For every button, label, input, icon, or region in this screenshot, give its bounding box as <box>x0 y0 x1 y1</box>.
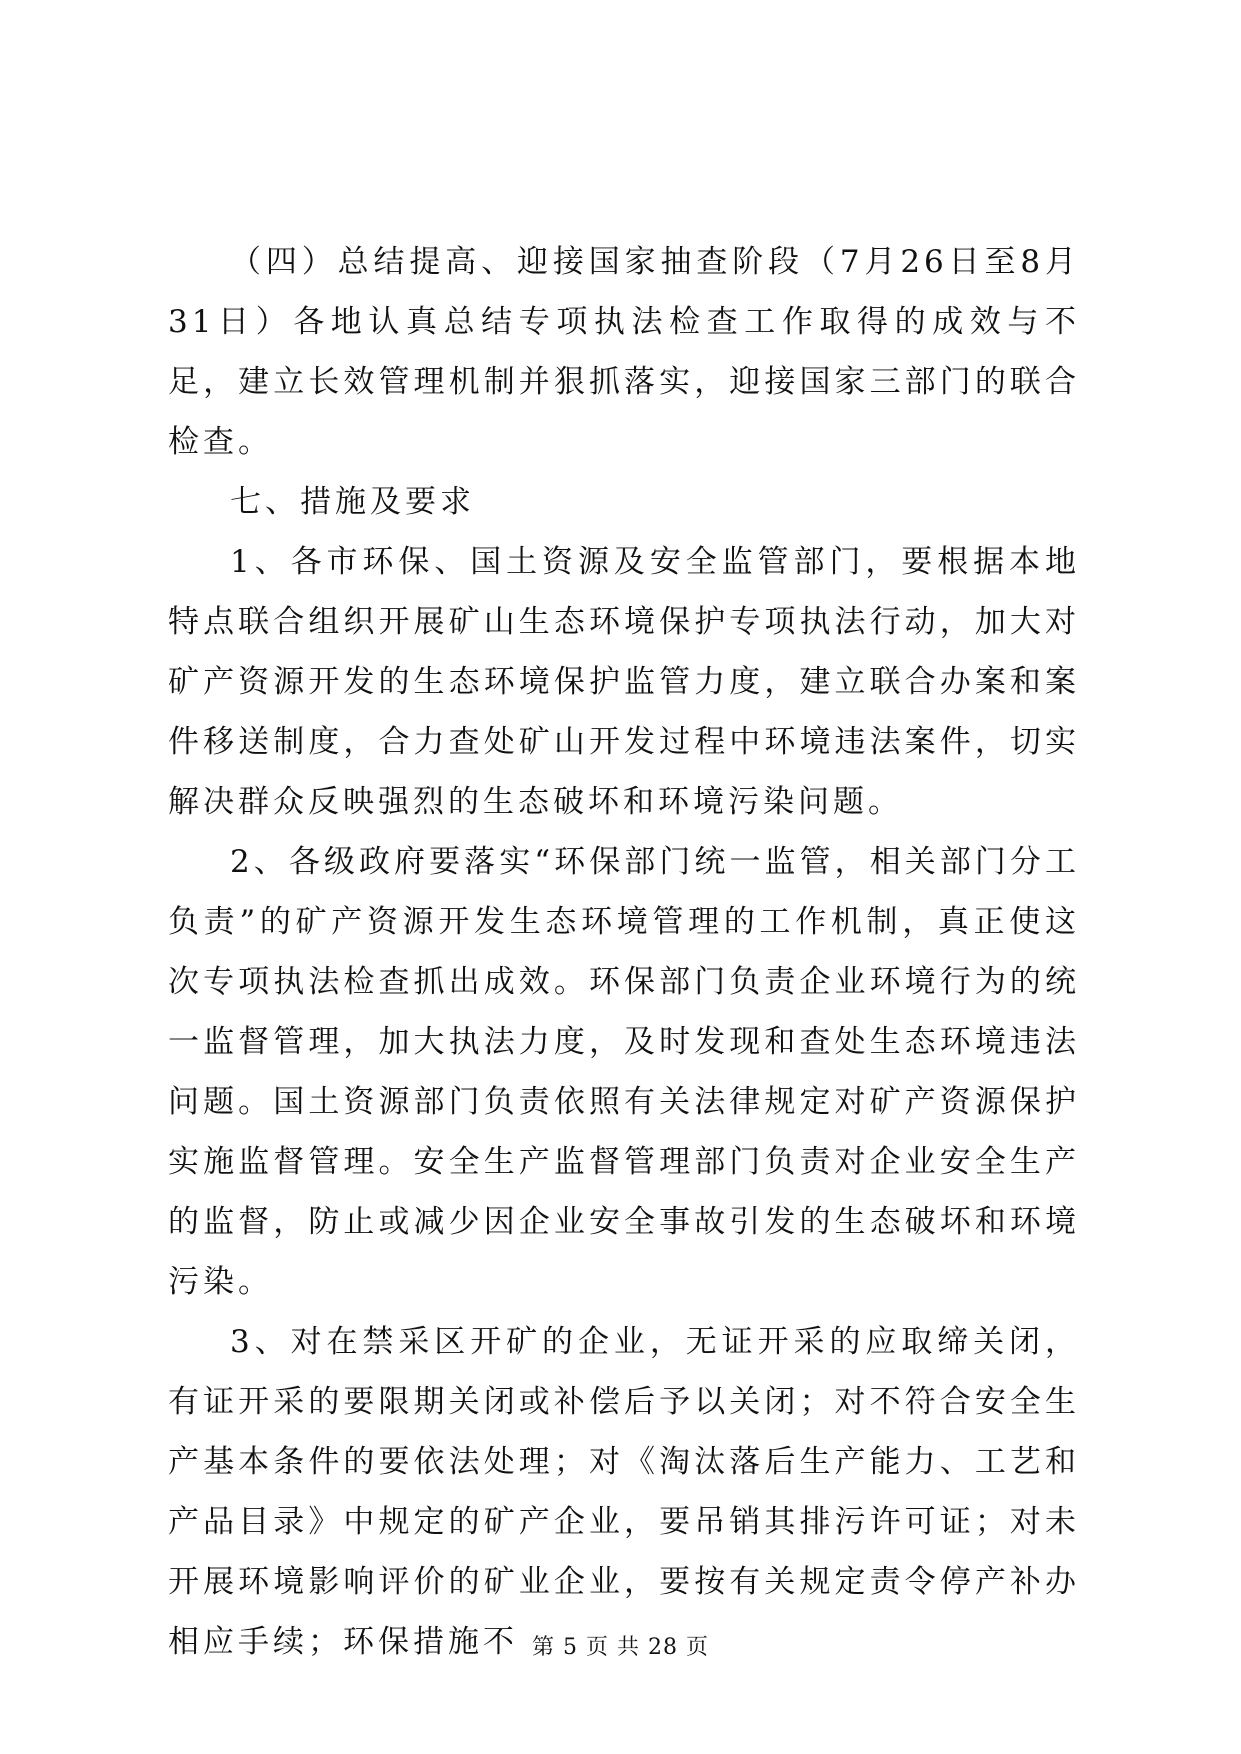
paragraph-item-2: 2、各级政府要落实“环保部门统一监管，相关部门分工负责”的矿产资源开发生态环境管理的工作机制，真正使这次专项执法检查抓出成效。环保部门负责企业环境行为的统一监督管理，加大执法力度，及时发现和查处生态环境违法问题。国土资源部门负责依照有关法律规定对矿产资源保护实施监督管理。安全生产监督管理部门负责对企业安全生产的监督，防止或减少因企业安全事故引发的生态破坏和环境污染。 <box>168 844 1080 1300</box>
paragraph-item-1: 1、各市环保、国土资源及安全监管部门，要根据本地特点联合组织开展矿山生态环境保护专项执法行动，加大对矿产资源开发的生态环境保护监管力度，建立联合办案和案件移送制度，合力查处矿山开发过程中环境违法案件，切实解决群众反映强烈的生态破坏和环境污染问题。 <box>168 544 1080 820</box>
document-body <box>168 232 1080 1672</box>
page-number-footer: 第 5 页 共 28 页 <box>532 1635 709 1660</box>
paragraph-stage-four: （四）总结提高、迎接国家抽查阶段（7月26日至8月31日）各地认真总结专项执法检查工作取得的成效与不足，建立长效管理机制并狠抓落实，迎接国家三部门的联合检查。 <box>168 244 1080 460</box>
paragraph-item-3: 3、对在禁采区开矿的企业，无证开采的应取缔关闭，有证开采的要限期关闭或补偿后予以关闭；对不符合安全生产基本条件的要依法处理；对《淘汰落后生产能力、工艺和产品目录》中规定的矿产企业，要吊销其排污许可证；对未开展环境影响评价的矿业企业，要按有关规定责令停产补办相应手续；环保措施不 <box>168 1324 1080 1660</box>
heading-measures-requirements: 七、措施及要求 <box>230 484 475 520</box>
